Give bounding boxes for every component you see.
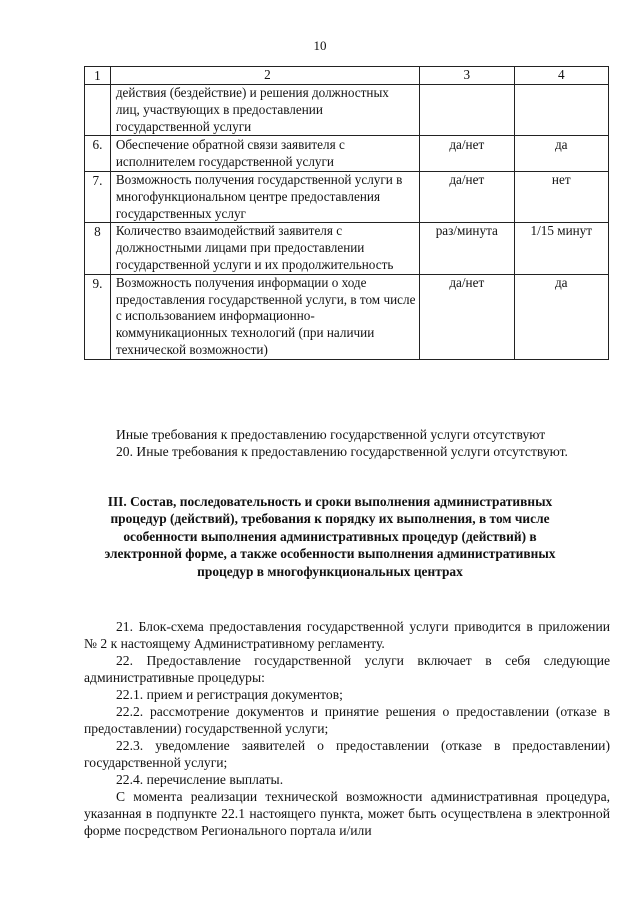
row-unit: да/нет (420, 136, 515, 172)
table-row (85, 274, 609, 359)
row-text: Количество взаимодействий заявителя с должностными лицами при предоставлении государственной услуги и их продолжительность (110, 223, 419, 274)
row-number: 9. (85, 274, 111, 359)
paragraph-last: С момента реализации технической возможности административная процедура, указанная в подпункте 22.1 настоящего пункта, может быть осуществлена в электронной форме посредством Регионального портала и/или (84, 789, 610, 838)
row-unit: да/нет (420, 274, 515, 359)
row-unit (420, 85, 515, 136)
row-number (85, 85, 111, 136)
row-unit: да/нет (420, 171, 515, 222)
row-value: да (514, 274, 608, 359)
table-header-row (85, 67, 609, 85)
row-unit: раз/минута (420, 223, 515, 274)
row-number: 8 (85, 223, 111, 274)
paragraph-21: 21. Блок-схема предоставления государственной услуги приводится в приложении № 2 к настоящему Административному регламенту. (84, 619, 610, 651)
header-cell: 2 (110, 67, 419, 85)
paragraph-20: 20. Иные требования к предоставлению государственной услуги отсутствуют. (116, 444, 568, 459)
paragraph-22-1: 22.1. прием и регистрация документов; (116, 687, 343, 702)
row-number: 6. (85, 136, 111, 172)
requirements-table (84, 66, 609, 360)
paragraph-22-3: 22.3. уведомление заявителей о предоставлении (отказе в предоставлении) государственной услуги; (84, 738, 610, 770)
row-value: нет (514, 171, 608, 222)
row-text: Возможность получения информации о ходе предоставления государственной услуги, в том числе с использованием информационно-коммуникационных технологий (при наличии технической возможности) (110, 274, 419, 359)
table-row (85, 171, 609, 222)
table-row (85, 223, 609, 274)
row-text: Возможность получения государственной услуги в многофункциональном центре предоставления государственных услуг (110, 171, 419, 222)
header-cell: 1 (85, 67, 111, 85)
header-cell: 4 (514, 67, 608, 85)
row-value: 1/15 минут (514, 223, 608, 274)
other-requirements-line: Иные требования к предоставлению государственной услуги отсутствуют (116, 427, 546, 442)
row-number: 7. (85, 171, 111, 222)
row-value: да (514, 136, 608, 172)
paragraph-22-2: 22.2. рассмотрение документов и принятие решения о предоставлении (отказе в предоставлении) государственной услуги; (84, 704, 610, 736)
page-number: 10 (313, 38, 327, 53)
row-text: Обеспечение обратной связи заявителя с исполнителем государственной услуги (110, 136, 419, 172)
header-cell: 3 (420, 67, 515, 85)
table-row (85, 136, 609, 172)
paragraph-22-4: 22.4. перечисление выплаты. (116, 772, 284, 787)
row-text: действия (бездействие) и решения должностных лиц, участвующих в предоставлении государственной услуги (110, 85, 419, 136)
row-value (514, 85, 608, 136)
table-row (85, 85, 609, 136)
paragraph-22: 22. Предоставление государственной услуги включает в себя следующие административные процедуры: (84, 653, 610, 685)
section-heading: III. Состав, последовательность и сроки выполнения административных процедур (действий), требования к порядку их выполнения, в том числе особенности выполнения административных процедур (действий) в электронной форме, а также особенности выполнения административных процедур в многофункциональных центрах (104, 494, 556, 579)
